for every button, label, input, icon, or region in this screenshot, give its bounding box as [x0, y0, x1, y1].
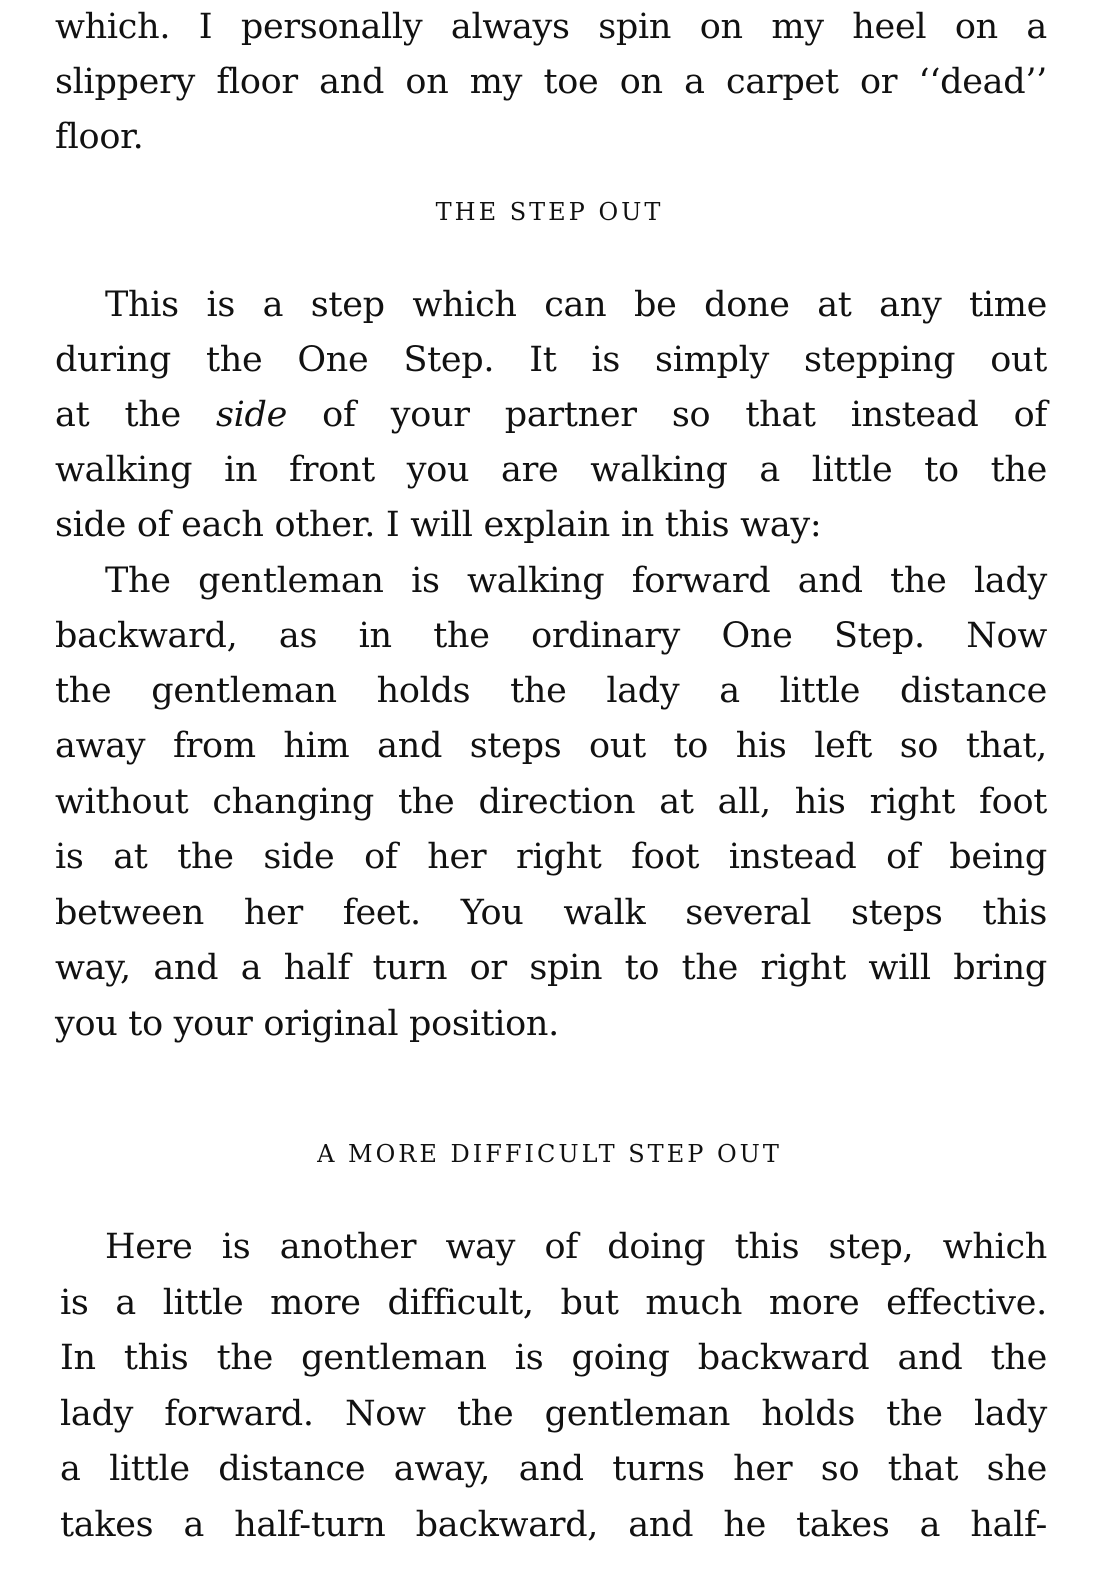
paragraph-line: is a little more difficult, but much more effective.	[60, 1283, 1047, 1323]
section-heading-difficult-step-out: A MORE DIFFICULT STEP OUT	[317, 1140, 782, 1168]
paragraph-line: is at the side of her right foot instead of being	[55, 837, 1047, 877]
paragraph-line: away from him and steps out to his left so that,	[55, 726, 1047, 766]
paragraph-line: you to your original position.	[55, 1004, 559, 1044]
text-segment: of your partner so that instead of	[287, 395, 1047, 435]
text-segment: at the	[55, 395, 216, 435]
paragraph-line: lady forward. Now the gentleman holds the lady	[60, 1394, 1047, 1434]
paragraph-line: takes a half-turn backward, and he takes a half-	[60, 1505, 1047, 1545]
paragraph-line: way, and a half turn or spin to the right will bring	[55, 948, 1047, 988]
paragraph-line: walking in front you are walking a little to the	[55, 450, 1047, 490]
paragraph-line: backward, as in the ordinary One Step. Now	[55, 616, 1047, 656]
paragraph-line: without changing the direction at all, his right foot	[55, 782, 1047, 822]
paragraph-line: the gentleman holds the lady a little distance	[55, 671, 1047, 711]
paragraph-line: a little distance away, and turns her so that she	[60, 1449, 1047, 1489]
paragraph-line: In this the gentleman is going backward and the	[60, 1338, 1047, 1378]
paragraph-line	[55, 393, 1047, 437]
continuation-line: slippery floor and on my toe on a carpet or ‘‘dead’’	[55, 62, 1047, 102]
paragraph-line: Here is another way of doing this step, which	[105, 1227, 1047, 1267]
paragraph-line: This is a step which can be done at any time	[105, 285, 1047, 325]
emphasized-word: side	[215, 395, 288, 435]
paragraph-line: between her feet. You walk several steps this	[55, 893, 1047, 933]
continuation-line: which. I personally always spin on my heel on a	[55, 7, 1047, 47]
paragraph-line: The gentleman is walking forward and the lady	[105, 561, 1047, 601]
paragraph-line: during the One Step. It is simply stepping out	[55, 340, 1047, 380]
paragraph-line: side of each other. I will explain in this way:	[55, 505, 822, 545]
continuation-line: floor.	[55, 117, 144, 157]
section-heading-step-out: THE STEP OUT	[435, 198, 664, 226]
